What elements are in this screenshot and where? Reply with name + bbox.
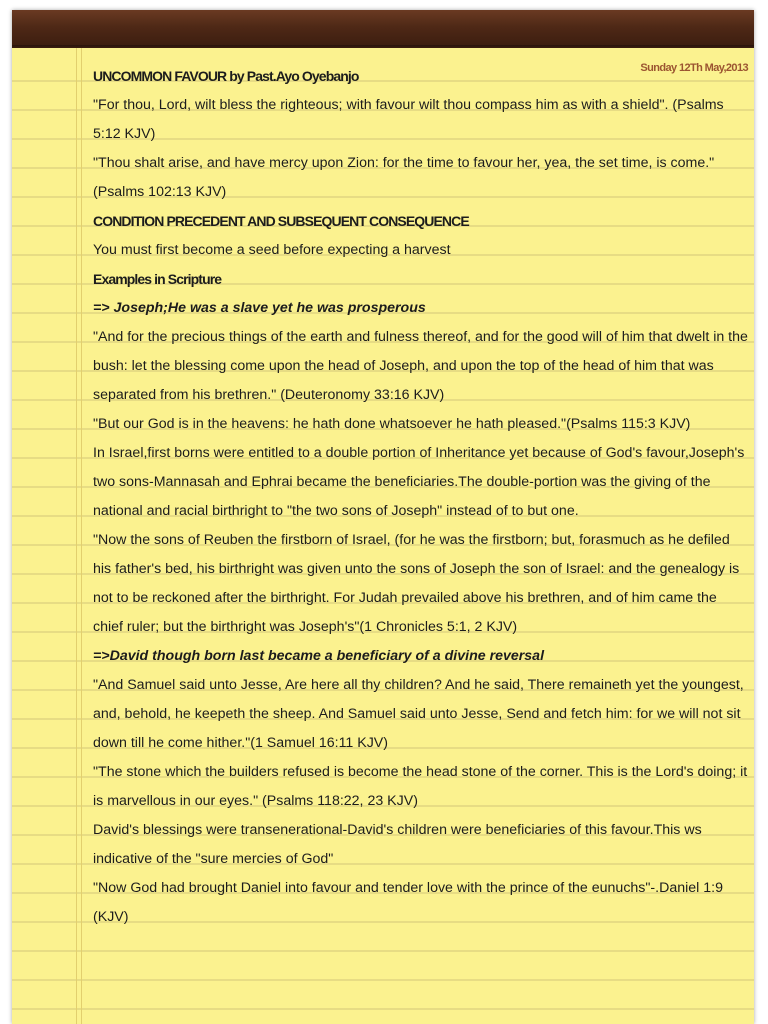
note-paragraph: "Now the sons of Reuben the firstborn of Israel, (for he was the firstborn; but, forasmuch as he defiled his father's bed, his birthright was given unto the sons of Joseph the son of Israel: and the genealogy is not to be reckoned after the birthright. For Judah prevailed above his brethren, and of him came the chief ruler; but the birthright was Joseph's"(1 Chronicles 5:1, 2 KJV) xyxy=(93,532,740,635)
note-paragraph: In Israel,first borns were entitled to a double portion of Inheritance yet because of God's favour,Joseph's two sons-Mannasah and Ephrai became the beneficiaries.The double-portion was the giving of the national and racial birthright to "the two sons of Joseph" instead of to but one. xyxy=(93,445,745,519)
example-heading: =>David though born last became a beneficiary of a divine reversal xyxy=(93,648,545,664)
example-heading: => Joseph;He was a slave yet he was prosperous xyxy=(93,300,426,316)
section-heading: Examples in Scripture xyxy=(93,271,222,287)
note-paragraph: "For thou, Lord, wilt bless the righteous; with favour wilt thou compass him as with a shield". (Psalms 5:12 KJV) xyxy=(93,97,724,142)
note-date: Sunday 12Th May,2013 xyxy=(640,62,748,74)
note-body[interactable] xyxy=(93,62,748,932)
note-paragraph: "And Samuel said unto Jesse, Are here all thy children? And he said, There remaineth yet the youngest, and, behold, he keepeth the sheep. And Samuel said unto Jesse, Send and fetch him: for we will not sit down till he come hither."(1 Samuel 16:11 KJV) xyxy=(93,677,744,751)
margin-line xyxy=(76,48,77,1024)
notepad-binding xyxy=(12,10,754,48)
note-paragraph: "And for the precious things of the earth and fulness thereof, and for the good will of him that dwelt in the bush: let the blessing come upon the head of Joseph, and upon the top of the head of him that was separated from his brethren." (Deuteronomy 33:16 KJV) xyxy=(93,329,748,403)
note-paragraph: David's blessings were transenerational-David's children were beneficiaries of this favour.This ws indicative of the "sure mercies of God" xyxy=(93,822,702,867)
section-heading: CONDITION PRECEDENT AND SUBSEQUENT CONSEQUENCE xyxy=(93,213,469,229)
margin-line xyxy=(81,48,82,1024)
note-paragraph: You must first become a seed before expecting a harvest xyxy=(93,242,451,258)
note-paragraph: "Now God had brought Daniel into favour and tender love with the prince of the eunuchs"-.Daniel 1:9 (KJV) xyxy=(93,880,723,925)
note-paragraph: "But our God is in the heavens: he hath done whatsoever he hath pleased."(Psalms 115:3 KJV) xyxy=(93,416,691,432)
note-title: UNCOMMON FAVOUR by Past.Ayo Oyebanjo xyxy=(93,68,359,84)
note-paragraph: "Thou shalt arise, and have mercy upon Zion: for the time to favour her, yea, the set time, is come." (Psalms 102:13 KJV) xyxy=(93,155,715,200)
notepad xyxy=(12,10,754,1024)
note-paragraph: "The stone which the builders refused is become the head stone of the corner. This is the Lord's doing; it is marvellous in our eyes." (Psalms 118:22, 23 KJV) xyxy=(93,764,748,809)
